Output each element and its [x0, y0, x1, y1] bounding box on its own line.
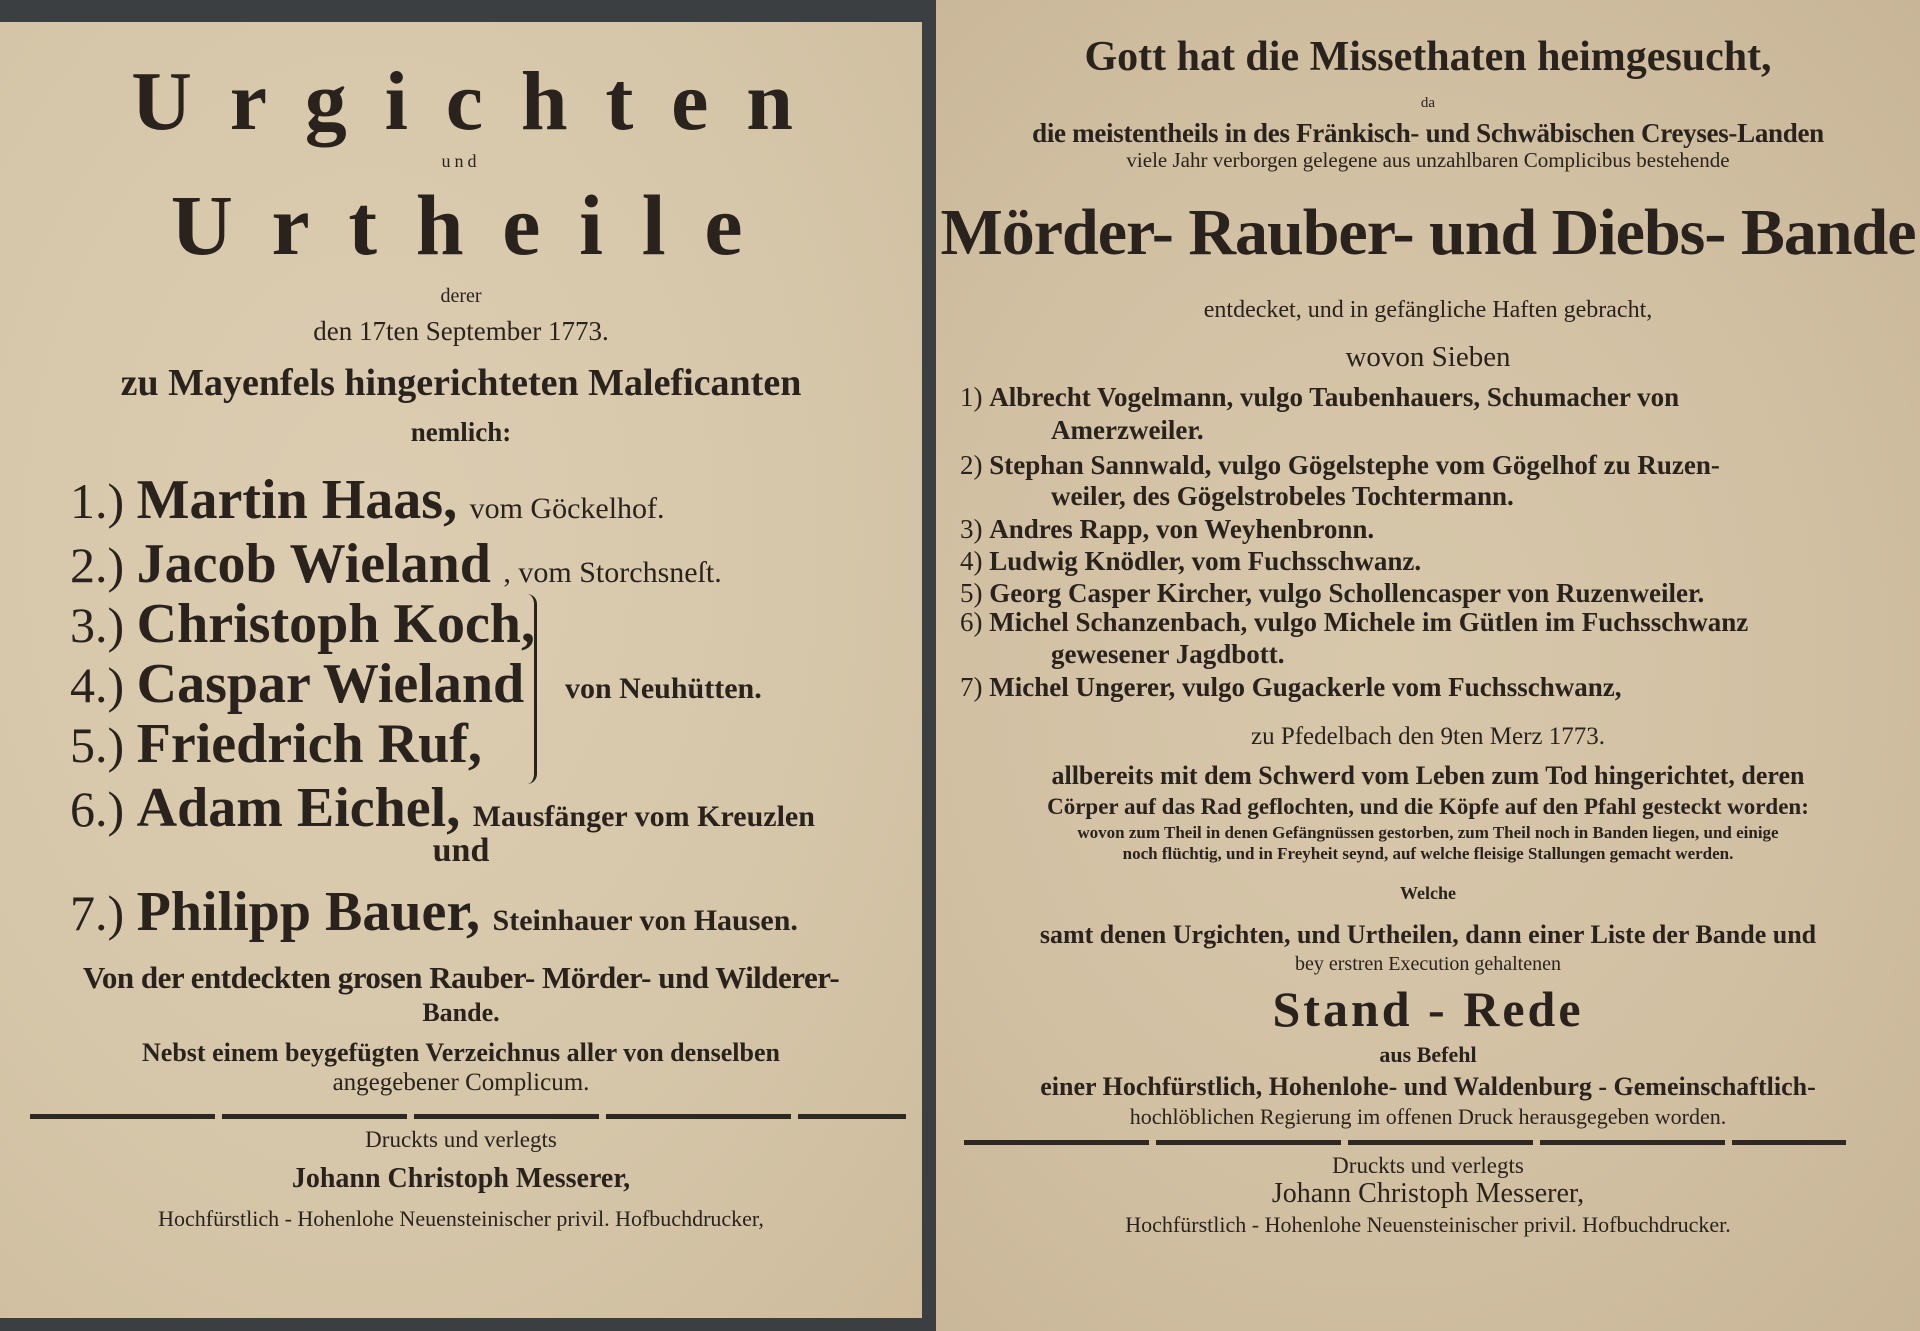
band-line-2: Bande. [422, 998, 500, 1027]
list-item-3 [960, 516, 1374, 543]
title-urgichten: Urgichten [131, 55, 831, 148]
title-urtheile: Urtheile [170, 177, 782, 273]
nebst-line-2: angegebener Complicum. [332, 1069, 590, 1096]
einer-line-1: einer Hochfürstlich, Hohenlohe- und Waldenburg - Gemeinschaftlich- [1040, 1072, 1816, 1101]
imprint-line-3: Hochfürstlich - Hohenlohe Neuensteinischer privil. Hofbuchdrucker, [158, 1206, 764, 1231]
list-text: Stephan Sannwald, vulgo Gögelstephe vom Gögelhof zu Ruzen- [989, 450, 1720, 480]
welche-text: Welche [1400, 883, 1456, 903]
body-line-1: allbereits mit dem Schwerd vom Leben zum Tod hingerichtet, deren [1051, 761, 1805, 790]
convict-4 [70, 653, 525, 715]
execution-date: den 17ten September 1773. [313, 316, 609, 346]
band-line-1: Von der entdeckten grosen Rauber- Mörder- und Wilderer- [82, 960, 840, 995]
convict-name: Christoph Koch, [136, 593, 535, 655]
convict-number: 7.) [70, 885, 125, 941]
list-text: Ludwig Knödler, vom Fuchsschwanz. [989, 546, 1422, 576]
entdecket-line: entdecket, und in gefängliche Haften gebracht, [1203, 297, 1653, 323]
convict-name: Caspar Wieland [136, 653, 525, 715]
imprint-printer: Johann Christoph Messerer, [291, 1163, 631, 1194]
convict-name: Adam Eichel, [136, 777, 461, 839]
befehl-line: aus Befehl [1379, 1042, 1477, 1067]
list-text: Michel Schanzenbach, vulgo Michele im Gütlen im Fuchsschwanz [989, 607, 1749, 637]
heading: Gott hat die Missethaten heimgesucht, [1084, 34, 1772, 80]
stand-rede-title: Stand - Rede [1272, 981, 1584, 1037]
samt-line-1: samt denen Urgichten, und Urtheilen, dann einer Liste der Bande und [1039, 920, 1817, 949]
list-item-4 [960, 548, 1421, 575]
convict-origin: vom Göckelhof. [469, 492, 665, 525]
samt-line-2: bey erstren Execution gehaltenen [1295, 953, 1561, 975]
body-line-4: noch flüchtig, und in Freyheit seynd, auf welche fleisige Stallungen gemacht werden. [1122, 844, 1734, 863]
list-number: 5) [960, 578, 983, 608]
list-number: 2) [960, 450, 983, 480]
convict-number: 3.) [70, 597, 125, 653]
list-text: Michel Ungerer, vulgo Gugackerle vom Fuchsschwanz, [989, 672, 1622, 702]
list-number: 4) [960, 546, 983, 576]
convict-origin: Mausfänger vom Kreuzlen [472, 800, 815, 833]
nebst-line-1: Nebst einem beygefügten Verzeichnus aller von denselben [142, 1038, 780, 1067]
list-text: Albrecht Vogelmann, vulgo Taubenhauers, Schumacher von [989, 382, 1680, 412]
convict-number: 6.) [70, 781, 125, 837]
convict-3 [70, 593, 535, 655]
wovon-line: wovon Sieben [1345, 341, 1511, 373]
list-number: 6) [960, 607, 983, 637]
list-item-1-cont: Amerzweiler. [1051, 415, 1204, 445]
list-number: 3) [960, 514, 983, 544]
intro-line-1: die meistentheils in des Fränkisch- und Schwäbischen Creyses-Landen [1032, 118, 1824, 148]
list-item-6-cont: gewesener Jagdbott. [1051, 639, 1285, 669]
nemlich-text: nemlich: [410, 417, 512, 447]
convict-1 [70, 469, 665, 531]
list-text: Georg Casper Kircher, vulgo Schollencasper von Ruzenweiler. [989, 578, 1705, 608]
convict-2 [70, 533, 722, 595]
intro-line-2: viele Jahr verborgen gelegene aus unzahlbaren Complicibus bestehende [1126, 148, 1730, 172]
imprint-line-1: Druckts und verlegts [1332, 1153, 1524, 1178]
band-title: Mörder- Rauber- und Diebs- Bande [940, 196, 1916, 269]
convict-name: Martin Haas, [136, 469, 458, 531]
da-text: da [1420, 95, 1436, 111]
list-item-2-cont: weiler, des Gögelstrobeles Tochtermann. [1051, 481, 1514, 511]
divider-rule [964, 1140, 1846, 1145]
imprint-line-1: Druckts und verlegts [365, 1127, 557, 1152]
list-item-5 [960, 580, 1704, 607]
convict-number: 2.) [70, 537, 125, 593]
list-item-7 [960, 674, 1621, 701]
right-title-page [936, 0, 1920, 1331]
list-text: Andres Rapp, von Weyhenbronn. [989, 514, 1375, 544]
convict-5 [70, 713, 482, 775]
convict-name: Friedrich Ruf, [136, 713, 482, 775]
list-number: 1) [960, 382, 983, 412]
group-origin: von Neuhütten. [565, 672, 762, 705]
convict-name: Philipp Bauer, [136, 881, 481, 943]
und-text: und [441, 151, 481, 171]
und-text-2: und [432, 832, 490, 869]
body-line-2: Cörper auf das Rad geflochten, und die Köpfe auf den Pfahl gesteckt worden: [1047, 794, 1809, 819]
convict-number: 4.) [70, 657, 125, 713]
convict-6 [70, 777, 815, 839]
convict-7 [70, 881, 798, 943]
list-item-2 [960, 452, 1720, 479]
convict-name: Jacob Wieland [136, 533, 491, 595]
convict-origin: Steinhauer von Hausen. [492, 904, 798, 937]
convict-number: 5.) [70, 717, 125, 773]
body-line-3: wovon zum Theil in denen Gefängnüssen gestorben, zum Theil noch in Banden liegen, und einige [1077, 823, 1779, 842]
pfedelbach-line: zu Pfedelbach den 9ten Merz 1773. [1250, 723, 1606, 750]
convict-number: 1.) [70, 473, 125, 529]
divider-rule [30, 1114, 906, 1119]
derer-text: derer [440, 285, 482, 307]
list-item-1 [960, 384, 1679, 411]
list-number: 7) [960, 672, 983, 702]
group-bracket [520, 594, 537, 784]
convict-origin: , vom Storchsneſt. [503, 556, 722, 589]
imprint-line-3: Hochfürstlich - Hohenlohe Neuensteinischer privil. Hofbuchdrucker. [1125, 1212, 1731, 1237]
place-line: zu Mayenfels hingerichteten Maleficanten [120, 362, 802, 404]
imprint-printer: Johann Christoph Messerer, [1271, 1178, 1585, 1209]
list-item-6 [960, 609, 1748, 636]
left-title-page [0, 22, 922, 1318]
einer-line-2: hochlöblichen Regierung im offenen Druck herausgegeben worden. [1129, 1104, 1727, 1129]
